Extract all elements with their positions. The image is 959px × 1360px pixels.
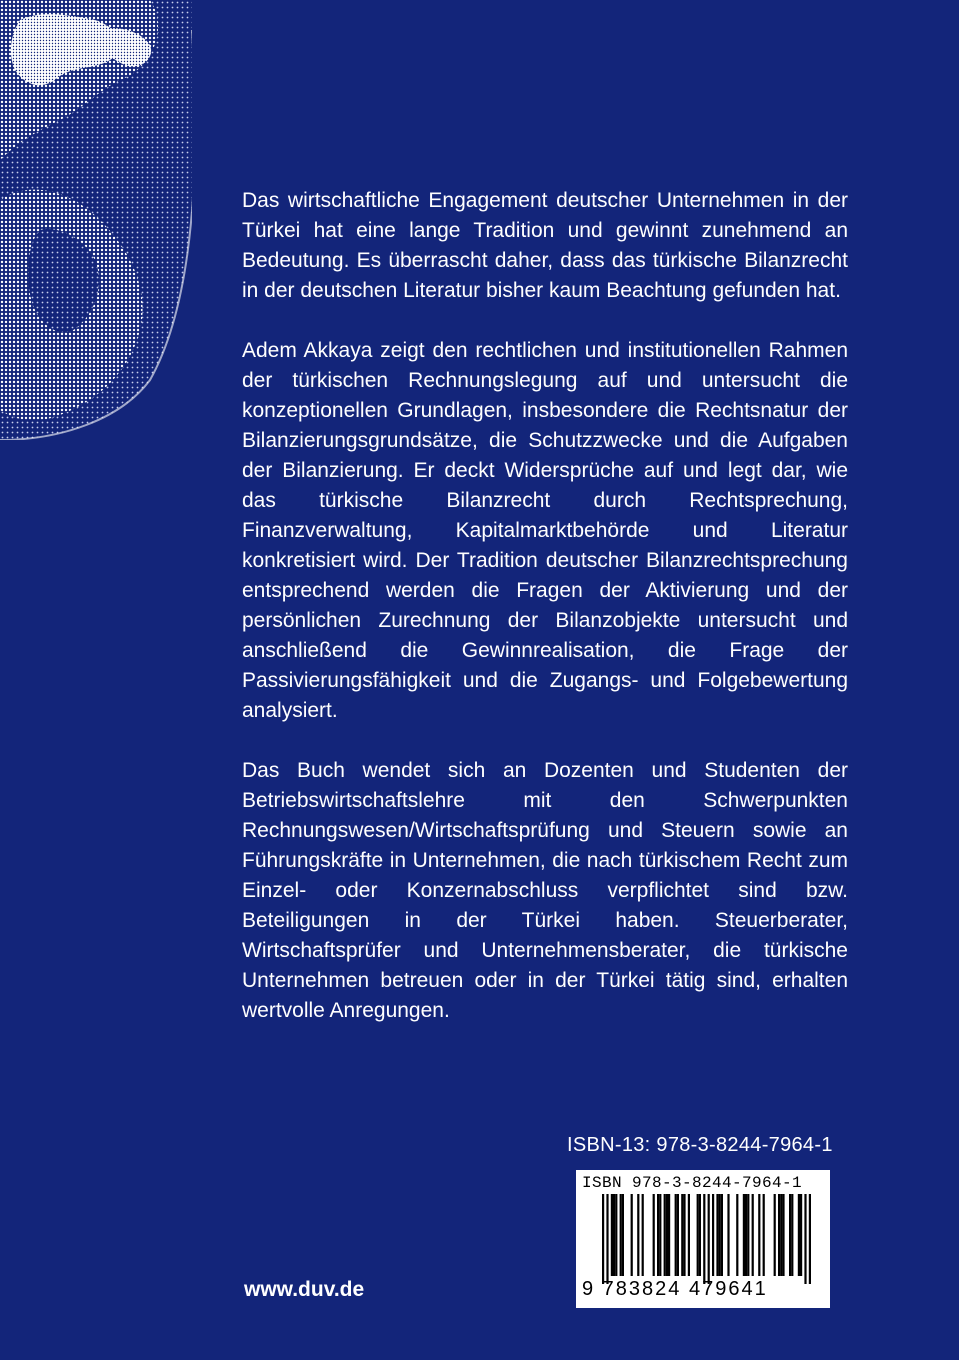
barcode-bar: [708, 1194, 710, 1284]
barcode-bar: [659, 1194, 661, 1276]
barcode-bar: [620, 1194, 622, 1276]
barcode-bar: [758, 1194, 760, 1276]
barcode-bar: [666, 1194, 668, 1276]
barcode-bar: [631, 1194, 633, 1276]
barcode-bar: [653, 1194, 655, 1276]
barcode-bar: [615, 1194, 617, 1276]
barcode-bar: [778, 1194, 780, 1276]
barcode-bar: [789, 1194, 791, 1276]
barcode-bar: [712, 1194, 714, 1276]
barcode-bar: [716, 1194, 718, 1276]
barcode-bar: [611, 1194, 613, 1276]
barcode-bar: [699, 1194, 701, 1276]
barcode-bar: [602, 1194, 604, 1284]
barcode-bar: [780, 1194, 782, 1276]
barcode-bar: [719, 1194, 721, 1276]
barcode-bar: [681, 1194, 683, 1276]
barcode-bar: [800, 1194, 802, 1276]
barcode-bar: [743, 1194, 745, 1276]
blurb-paragraph-3: Das Buch wendet sich an Dozenten und Studenten der Betriebswirtschaftslehre mit den Schwerpunkten Rechnungswesen/Wirtschaftsprüfung und Steuern sowie an Führungskräfte in Unternehmen, die nach türkischem Recht zum Einzel- oder Konzernabschluss verpflichtet sind bzw. Beteiligungen in der Türkei haben. Steuerberater, Wirtschaftsprüfer und Unternehmensberater, die türkische Unternehmen betreuen oder in der Türkei tätig sind, erhalten wertvolle Anregungen.: [242, 759, 848, 1022]
barcode-bar: [664, 1194, 666, 1276]
barcode-bar: [642, 1194, 644, 1276]
barcode-digits: 9 783824 479641: [582, 1278, 768, 1300]
barcode-bar: [727, 1194, 729, 1276]
barcode-bar: [763, 1194, 765, 1276]
barcode-bar: [804, 1194, 806, 1284]
barcode-bar: [791, 1194, 793, 1276]
barcode-bar: [736, 1194, 738, 1276]
barcode-bar: [782, 1194, 784, 1276]
barcode-bar: [677, 1194, 679, 1276]
barcode-bar: [675, 1194, 677, 1276]
barcode-bar: [606, 1194, 608, 1284]
barcode-bar: [703, 1194, 705, 1284]
barcode-bar: [622, 1194, 624, 1276]
barcode-bar: [637, 1194, 639, 1276]
barcode-bar: [697, 1194, 699, 1276]
barcode-isbn-text: ISBN 978-3-8244-7964-1: [582, 1174, 803, 1192]
barcode-bar: [721, 1194, 723, 1276]
barcode-bar: [745, 1194, 747, 1276]
back-cover-blurb: [242, 186, 848, 1026]
blurb-paragraph-1: Das wirtschaftliche Engagement deutscher Unternehmen in der Türkei hat eine lange Tradition und gewinnt zunehmend an Bedeutung. Es überrascht daher, dass das türkische Bilanzrecht in der deutschen Literatur bisher kaum Beachtung gefunden hat.: [242, 189, 848, 302]
barcode-bar: [774, 1194, 776, 1276]
publisher-website: www.duv.de: [244, 1278, 365, 1301]
barcode-bar: [668, 1194, 670, 1276]
barcode-bar: [752, 1194, 754, 1276]
barcode-bar: [613, 1194, 615, 1276]
barcode-bar: [798, 1194, 800, 1276]
barcode-bar: [747, 1194, 749, 1276]
barcode-bar: [657, 1194, 659, 1276]
barcode-bar: [688, 1194, 690, 1276]
barcode-box: [576, 1170, 830, 1308]
globe-illustration: [0, 0, 192, 440]
isbn-label: ISBN-13: 978-3-8244-7964-1: [567, 1134, 833, 1156]
barcode-bar: [809, 1194, 811, 1284]
blurb-paragraph-2: Adem Akkaya zeigt den rechtlichen und institutionellen Rahmen der türkischen Rechnungslegung auf und untersucht die konzeptionellen Grundlagen, insbesondere die Rechtsnatur der Bilanzierungsgrundsätze, die Schutzzwecke und die Aufgaben der Bilanzierung. Er deckt Widersprüche auf und legt dar, wie das türkische Bilanzrecht durch Rechtsprechung, Finanzverwaltung, Kapitalmarktbehörde und Literatur konkretisiert wird. Der Tradition deutscher Bilanzrechtsprechung entsprechend werden die Fragen der Aktivierung und der persönlichen Zurechnung der Bilanzobjekte untersucht und anschließend die Gewinnrealisation, die Frage der Passivierungsfähigkeit und die Zugangs- und Folgebewertung analysiert.: [242, 339, 848, 722]
barcode-bar: [683, 1194, 685, 1276]
